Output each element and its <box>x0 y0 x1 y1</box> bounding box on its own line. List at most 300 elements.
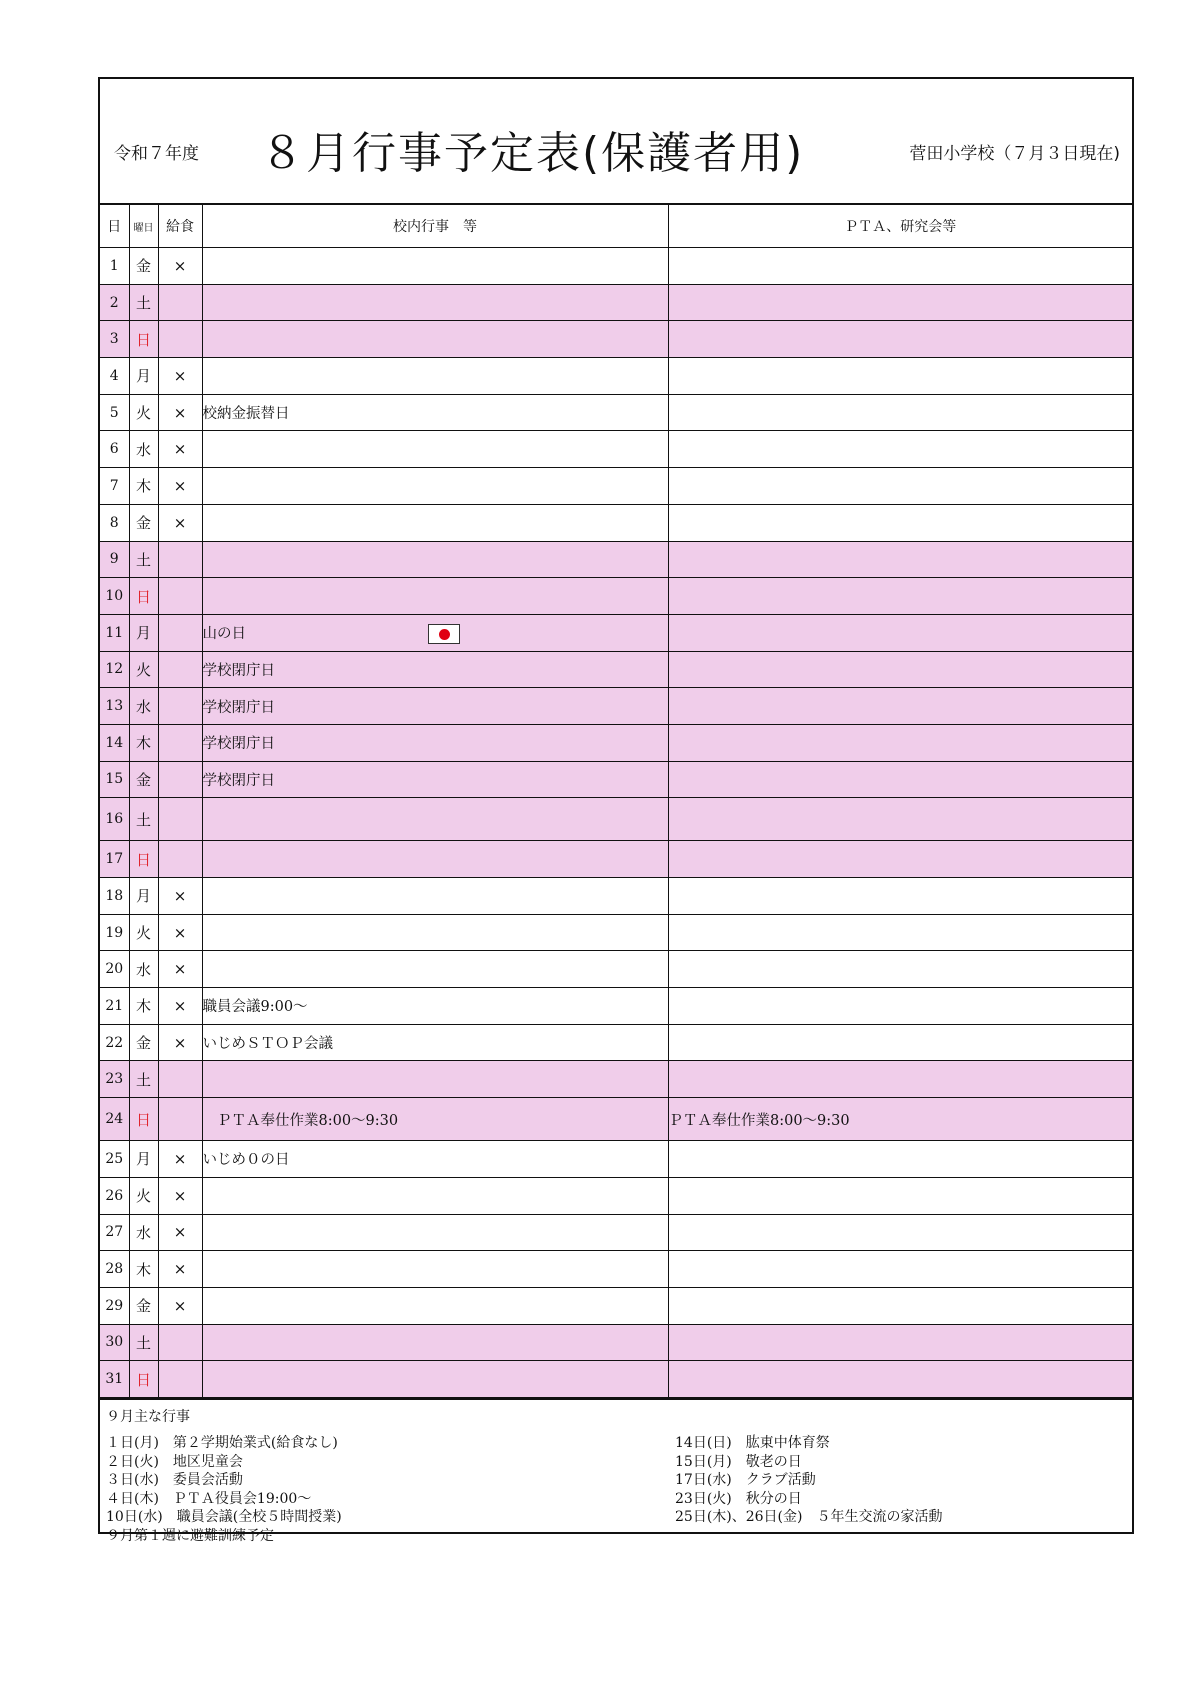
pta-cell <box>668 798 1132 841</box>
table-row <box>100 614 1132 651</box>
day-cell <box>100 878 129 915</box>
school-event-cell <box>202 841 668 878</box>
weekday-cell <box>129 798 158 841</box>
lunch-cell <box>158 1061 202 1098</box>
day-cell-text: 27 <box>105 1224 124 1241</box>
weekday-cell <box>129 1324 158 1361</box>
table-row <box>100 394 1132 431</box>
september-event-item: 25日(木)、26日(金) ５年生交流の家活動 <box>675 1509 943 1526</box>
table-row <box>100 504 1132 541</box>
weekday-cell <box>129 394 158 431</box>
day-cell-text: 3 <box>109 331 119 348</box>
lunch-cell <box>158 651 202 688</box>
day-cell-text: 21 <box>105 997 124 1014</box>
day-cell <box>100 1141 129 1178</box>
lunch-cell <box>158 1361 202 1398</box>
day-cell-text: 10 <box>105 588 124 605</box>
weekday-cell-text: 水 <box>135 960 151 979</box>
col-weekday: 曜日 <box>129 205 158 248</box>
lunch-cell <box>158 1024 202 1061</box>
weekday-cell <box>129 431 158 468</box>
japan-flag-icon <box>428 624 460 644</box>
day-cell-text: 30 <box>105 1334 124 1351</box>
weekday-cell <box>129 1061 158 1098</box>
fiscal-year: 令和７年度 <box>114 144 199 164</box>
sheet-header <box>100 79 1132 205</box>
pta-cell <box>668 1287 1132 1324</box>
day-cell <box>100 578 129 615</box>
pta-cell <box>668 1141 1132 1178</box>
day-cell <box>100 614 129 651</box>
day-cell <box>100 1287 129 1324</box>
school-event-cell <box>202 914 668 951</box>
day-cell-text: 29 <box>105 1297 124 1314</box>
september-event-item: 15日(月) 敬老の日 <box>675 1453 802 1470</box>
school-event-cell-text: 職員会議9:00～ <box>202 999 308 1016</box>
day-cell <box>100 1214 129 1251</box>
table-row <box>100 688 1132 725</box>
weekday-cell-text: 日 <box>135 1110 151 1129</box>
day-cell <box>100 988 129 1025</box>
table-row <box>100 1361 1132 1398</box>
day-cell <box>100 1177 129 1214</box>
table-row <box>100 1177 1132 1214</box>
table-row <box>100 1251 1132 1288</box>
table-row <box>100 284 1132 321</box>
school-event-cell-text: 学校閉庁日 <box>202 662 275 679</box>
lunch-cell <box>158 614 202 651</box>
table-row <box>100 798 1132 841</box>
day-cell-text: 1 <box>109 257 119 274</box>
day-cell-text: 24 <box>105 1111 124 1128</box>
lunch-cell <box>158 468 202 505</box>
table-row <box>100 988 1132 1025</box>
weekday-cell <box>129 1098 158 1141</box>
weekday-cell <box>129 248 158 285</box>
school-event-cell-text: 学校閉庁日 <box>202 736 275 753</box>
lunch-cell <box>158 724 202 761</box>
day-cell <box>100 284 129 321</box>
col-school-events: 校内行事 等 <box>202 205 668 248</box>
school-event-cell <box>202 394 668 431</box>
weekday-cell-text: 火 <box>135 404 151 423</box>
lunch-cell <box>158 431 202 468</box>
schedule-body <box>100 248 1132 1398</box>
lunch-cell <box>158 761 202 798</box>
pta-cell <box>668 578 1132 615</box>
weekday-cell-text: 日 <box>135 850 151 869</box>
pta-cell <box>668 394 1132 431</box>
school-event-cell <box>202 468 668 505</box>
weekday-cell-text: 水 <box>135 697 151 716</box>
day-cell-text: 22 <box>105 1034 124 1051</box>
pta-cell <box>668 1177 1132 1214</box>
day-cell <box>100 541 129 578</box>
weekday-cell-text: 月 <box>135 887 151 906</box>
weekday-cell <box>129 541 158 578</box>
weekday-cell <box>129 358 158 395</box>
col-pta: ＰＴＡ、研究会等 <box>668 205 1132 248</box>
weekday-cell <box>129 951 158 988</box>
lunch-cell-text: × <box>173 256 187 275</box>
weekday-cell-text: 日 <box>135 330 151 349</box>
pta-cell <box>668 1361 1132 1398</box>
weekday-cell <box>129 1214 158 1251</box>
table-row <box>100 431 1132 468</box>
pta-cell <box>668 468 1132 505</box>
school-event-cell <box>202 878 668 915</box>
lunch-cell <box>158 578 202 615</box>
table-row <box>100 1024 1132 1061</box>
weekday-cell-text: 木 <box>135 734 151 753</box>
weekday-cell-text: 金 <box>135 770 151 789</box>
table-row <box>100 468 1132 505</box>
table-row <box>100 951 1132 988</box>
day-cell <box>100 358 129 395</box>
lunch-cell <box>158 1251 202 1288</box>
school-event-cell <box>202 504 668 541</box>
day-cell-text: 4 <box>109 367 119 384</box>
school-event-cell <box>202 541 668 578</box>
school-event-cell <box>202 1361 668 1398</box>
table-row <box>100 1098 1132 1141</box>
pta-cell <box>668 284 1132 321</box>
table-row <box>100 1061 1132 1098</box>
school-event-cell <box>202 1324 668 1361</box>
september-left-list <box>106 1434 342 1545</box>
day-cell <box>100 1251 129 1288</box>
weekday-cell <box>129 1361 158 1398</box>
table-row <box>100 541 1132 578</box>
pta-cell <box>668 614 1132 651</box>
col-lunch: 給食 <box>158 205 202 248</box>
school-event-cell-text: 学校閉庁日 <box>202 772 275 789</box>
pta-cell <box>668 358 1132 395</box>
weekday-cell-text: 日 <box>135 1370 151 1389</box>
table-row <box>100 321 1132 358</box>
day-cell <box>100 841 129 878</box>
school-event-cell <box>202 688 668 725</box>
school-event-cell <box>202 1251 668 1288</box>
weekday-cell-text: 土 <box>135 550 151 569</box>
lunch-cell <box>158 951 202 988</box>
weekday-cell-text: 金 <box>135 1034 151 1053</box>
day-cell <box>100 798 129 841</box>
weekday-cell <box>129 914 158 951</box>
table-row <box>100 1324 1132 1361</box>
day-cell <box>100 431 129 468</box>
school-event-cell-text: ＰＴＡ奉仕作業8:00～9:30 <box>202 1112 399 1129</box>
weekday-cell <box>129 761 158 798</box>
day-cell <box>100 951 129 988</box>
table-row <box>100 1141 1132 1178</box>
weekday-cell-text: 金 <box>135 514 151 533</box>
lunch-cell-text: × <box>173 1149 187 1168</box>
weekday-cell <box>129 1141 158 1178</box>
lunch-cell <box>158 988 202 1025</box>
pta-cell-text: ＰＴＡ奉仕作業8:00～9:30 <box>668 1112 850 1129</box>
weekday-cell-text: 木 <box>135 477 151 496</box>
weekday-cell <box>129 504 158 541</box>
day-cell-text: 31 <box>105 1371 124 1388</box>
school-event-cell <box>202 431 668 468</box>
september-event-item: 17日(水) クラブ活動 <box>675 1472 816 1489</box>
school-event-cell <box>202 1141 668 1178</box>
weekday-cell <box>129 1177 158 1214</box>
day-cell-text: 16 <box>105 811 124 828</box>
school-event-cell-text: いじめ０の日 <box>202 1152 290 1169</box>
table-row <box>100 724 1132 761</box>
pta-cell <box>668 1098 1132 1141</box>
table-row <box>100 761 1132 798</box>
weekday-cell-text: 木 <box>135 1260 151 1279</box>
weekday-cell-text: 土 <box>135 1070 151 1089</box>
pta-cell <box>668 248 1132 285</box>
weekday-cell <box>129 284 158 321</box>
september-event-item: ２日(火) 地区児童会 <box>106 1453 243 1470</box>
weekday-cell <box>129 878 158 915</box>
school-event-cell <box>202 651 668 688</box>
day-cell <box>100 1324 129 1361</box>
day-cell <box>100 1361 129 1398</box>
school-event-cell-text: 校納金振替日 <box>202 406 290 423</box>
lunch-cell <box>158 1214 202 1251</box>
school-event-cell <box>202 798 668 841</box>
school-event-cell-text: 山の日 <box>202 626 246 643</box>
page-title: ８月行事予定表(保護者用) <box>260 128 805 179</box>
school-event-cell-text: いじめＳＴＯＰ会議 <box>202 1036 333 1053</box>
lunch-cell-text: × <box>173 1260 187 1279</box>
school-event-cell <box>202 284 668 321</box>
day-cell <box>100 321 129 358</box>
day-cell <box>100 914 129 951</box>
weekday-cell <box>129 614 158 651</box>
pta-cell <box>668 504 1132 541</box>
lunch-cell <box>158 841 202 878</box>
pta-cell <box>668 878 1132 915</box>
weekday-cell <box>129 468 158 505</box>
school-event-cell-text: 学校閉庁日 <box>202 699 275 716</box>
day-cell <box>100 248 129 285</box>
pta-cell <box>668 988 1132 1025</box>
lunch-cell-text: × <box>173 366 187 385</box>
day-cell-text: 7 <box>109 477 119 494</box>
day-cell <box>100 394 129 431</box>
day-cell <box>100 761 129 798</box>
pta-cell <box>668 1214 1132 1251</box>
weekday-cell-text: 水 <box>135 1223 151 1242</box>
table-header-row <box>100 205 1132 248</box>
day-cell <box>100 1061 129 1098</box>
lunch-cell-text: × <box>173 1223 187 1242</box>
lunch-cell <box>158 1324 202 1361</box>
schedule-sheet <box>98 77 1134 1544</box>
day-cell-text: 20 <box>105 961 124 978</box>
day-cell <box>100 724 129 761</box>
pta-cell <box>668 541 1132 578</box>
school-event-cell <box>202 248 668 285</box>
weekday-cell-text: 火 <box>135 1187 151 1206</box>
weekday-cell <box>129 1251 158 1288</box>
weekday-cell-text: 土 <box>135 810 151 829</box>
pta-cell <box>668 431 1132 468</box>
lunch-cell <box>158 1177 202 1214</box>
day-cell-text: 5 <box>109 404 119 421</box>
schedule-table <box>100 205 1132 1398</box>
lunch-cell-text: × <box>173 996 187 1015</box>
day-cell-text: 18 <box>105 887 124 904</box>
september-event-item: ３日(水) 委員会活動 <box>106 1472 243 1489</box>
table-row <box>100 1287 1132 1324</box>
pta-cell <box>668 688 1132 725</box>
pta-cell <box>668 761 1132 798</box>
day-cell-text: 2 <box>109 294 119 311</box>
weekday-cell-text: 金 <box>135 1297 151 1316</box>
lunch-cell-text: × <box>173 403 187 422</box>
pta-cell <box>668 951 1132 988</box>
weekday-cell <box>129 988 158 1025</box>
table-row <box>100 878 1132 915</box>
day-cell-text: 26 <box>105 1187 124 1204</box>
table-row <box>100 358 1132 395</box>
pta-cell <box>668 1251 1132 1288</box>
col-day: 日 <box>100 205 129 248</box>
september-right-list <box>675 1434 942 1527</box>
lunch-cell <box>158 358 202 395</box>
weekday-cell <box>129 651 158 688</box>
day-cell-text: 13 <box>105 698 124 715</box>
weekday-cell <box>129 1024 158 1061</box>
school-name: 菅田小学校（７月３日現在) <box>909 144 1120 164</box>
weekday-cell <box>129 321 158 358</box>
weekday-cell-text: 月 <box>135 1150 151 1169</box>
day-cell-text: 15 <box>105 771 124 788</box>
table-row <box>100 841 1132 878</box>
school-event-cell <box>202 1098 668 1141</box>
school-event-cell <box>202 724 668 761</box>
school-event-cell <box>202 1061 668 1098</box>
school-event-cell <box>202 1214 668 1251</box>
school-event-cell <box>202 988 668 1025</box>
school-event-cell <box>202 614 668 651</box>
day-cell-text: 8 <box>109 514 119 531</box>
lunch-cell <box>158 284 202 321</box>
pta-cell <box>668 1324 1132 1361</box>
lunch-cell <box>158 798 202 841</box>
day-cell <box>100 688 129 725</box>
table-row <box>100 578 1132 615</box>
day-cell <box>100 651 129 688</box>
table-row <box>100 914 1132 951</box>
day-cell-text: 28 <box>105 1261 124 1278</box>
school-event-cell <box>202 321 668 358</box>
weekday-cell <box>129 841 158 878</box>
table-row <box>100 1214 1132 1251</box>
pta-cell <box>668 321 1132 358</box>
school-event-cell <box>202 761 668 798</box>
day-cell <box>100 504 129 541</box>
pta-cell <box>668 651 1132 688</box>
pta-cell <box>668 841 1132 878</box>
september-event-item: 10日(水) 職員会議(全校５時間授業) <box>106 1509 342 1526</box>
school-event-cell <box>202 578 668 615</box>
lunch-cell-text: × <box>173 1186 187 1205</box>
lunch-cell <box>158 878 202 915</box>
weekday-cell <box>129 578 158 615</box>
weekday-cell-text: 水 <box>135 440 151 459</box>
day-cell-text: 11 <box>105 624 124 641</box>
lunch-cell <box>158 1141 202 1178</box>
lunch-cell-text: × <box>173 1033 187 1052</box>
september-event-item: 23日(火) 秋分の日 <box>675 1490 802 1507</box>
pta-cell <box>668 914 1132 951</box>
lunch-cell-text: × <box>173 923 187 942</box>
day-cell-text: 25 <box>105 1150 124 1167</box>
weekday-cell-text: 木 <box>135 997 151 1016</box>
table-row <box>100 248 1132 285</box>
day-cell <box>100 1098 129 1141</box>
weekday-cell <box>129 1287 158 1324</box>
weekday-cell <box>129 688 158 725</box>
weekday-cell <box>129 724 158 761</box>
september-events <box>100 1398 1132 1544</box>
lunch-cell-text: × <box>173 886 187 905</box>
day-cell-text: 17 <box>105 851 124 868</box>
day-cell-text: 19 <box>105 924 124 941</box>
day-cell-text: 14 <box>105 734 124 751</box>
weekday-cell-text: 火 <box>135 660 151 679</box>
september-event-item: ９月第１週に避難訓練予定 <box>106 1527 274 1544</box>
lunch-cell <box>158 541 202 578</box>
lunch-cell <box>158 248 202 285</box>
school-event-cell <box>202 1024 668 1061</box>
weekday-cell-text: 月 <box>135 367 151 386</box>
weekday-cell-text: 土 <box>135 1333 151 1352</box>
day-cell-text: 23 <box>105 1071 124 1088</box>
day-cell-text: 6 <box>109 441 119 458</box>
day-cell <box>100 468 129 505</box>
lunch-cell <box>158 914 202 951</box>
lunch-cell <box>158 321 202 358</box>
lunch-cell-text: × <box>173 960 187 979</box>
day-cell-text: 12 <box>105 661 124 678</box>
day-cell-text: 9 <box>109 551 119 568</box>
september-event-item: 14日(日) 肱東中体育祭 <box>675 1435 830 1452</box>
table-row <box>100 651 1132 688</box>
lunch-cell-text: × <box>173 440 187 459</box>
lunch-cell <box>158 394 202 431</box>
weekday-cell-text: 月 <box>135 624 151 643</box>
school-event-cell <box>202 1287 668 1324</box>
lunch-cell <box>158 1287 202 1324</box>
lunch-cell <box>158 504 202 541</box>
day-cell <box>100 1024 129 1061</box>
weekday-cell-text: 火 <box>135 924 151 943</box>
september-event-item: １日(月) 第２学期始業式(給食なし) <box>106 1435 338 1452</box>
pta-cell <box>668 724 1132 761</box>
lunch-cell-text: × <box>173 1296 187 1315</box>
september-title: ９月主な行事 <box>106 1408 190 1425</box>
september-event-item: ４日(木) ＰＴＡ役員会19:00～ <box>106 1490 312 1507</box>
school-event-cell <box>202 951 668 988</box>
weekday-cell-text: 金 <box>135 257 151 276</box>
lunch-cell <box>158 688 202 725</box>
pta-cell <box>668 1061 1132 1098</box>
pta-cell <box>668 1024 1132 1061</box>
weekday-cell-text: 日 <box>135 587 151 606</box>
school-event-cell <box>202 1177 668 1214</box>
lunch-cell-text: × <box>173 476 187 495</box>
